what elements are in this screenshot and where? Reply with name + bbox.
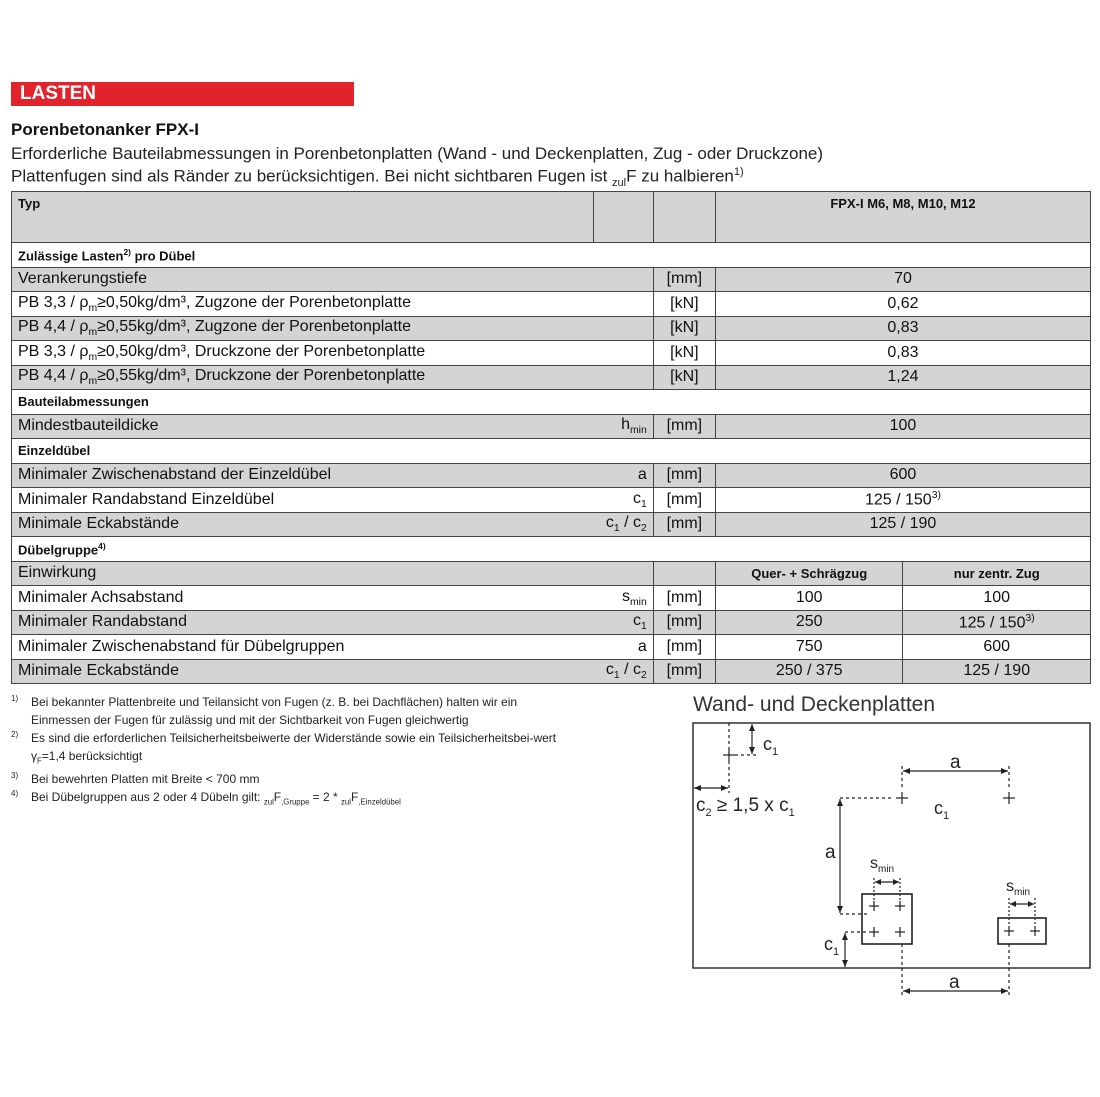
label-c1-top: $c_1$ bbox=[763, 734, 779, 758]
anchor-group-4 bbox=[862, 894, 912, 944]
table-row: Verankerungstiefe [mm] 70 bbox=[12, 267, 1091, 292]
label-a-vertical: a bbox=[825, 842, 836, 863]
anchor-single bbox=[896, 792, 908, 804]
section-banner: LASTEN bbox=[11, 82, 354, 106]
anchor-single bbox=[1003, 792, 1015, 804]
footnote: 1) Bei bekannter Plattenbreite und Teilansicht von Fugen (z. B. bei Dachflächen) halten wir ein Einmessen der Fugen für zulässig und mit der Sichtbarkeit von Fugen gleichwertig bbox=[11, 694, 518, 727]
subtitle-line-2: Plattenfugen sind als Ränder zu berücksichtigen. Bei nicht sichtbaren Fugen ist $_{zul}$F zu halbieren$^{1)}$ bbox=[11, 166, 744, 190]
table-row: Minimaler Randabstand Einzeldübel $c_1$ [mm] 125 / 150$^{3)}$ bbox=[12, 488, 1091, 513]
anchor-in-group bbox=[895, 901, 905, 911]
label-c1-bottom: $c_1$ bbox=[824, 934, 840, 958]
table-row: Minimaler Zwischenabstand für Dübelgruppen a [mm] 750 600 bbox=[12, 635, 1091, 660]
label-smin-group: $s_{min}$ bbox=[870, 855, 895, 875]
section-row-bauteil: Bauteilabmessungen bbox=[12, 390, 1091, 415]
footnotes bbox=[11, 693, 571, 812]
label-c1-mid: $c_1$ bbox=[934, 798, 950, 822]
table-row: Minimaler Achsabstand $s_{min}$ [mm] 100 100 bbox=[12, 586, 1091, 611]
diagram-title: Wand- und Deckenplatten bbox=[693, 693, 936, 716]
table-row: Minimaler Zwischenabstand der Einzeldübel a [mm] 600 bbox=[12, 463, 1091, 488]
footnote: 2) Es sind die erforderlichen Teilsicherheitsbeiwerte der Widerstände sowie ein Teilsicherheitsbei-wert $\gamma_F=1,4$ berücksichtigt bbox=[11, 730, 557, 766]
subtitle-line-1: Erforderliche Bauteilabmessungen in Porenbetonplatten (Wand - und Deckenplatten, Zug - oder Druckzone) bbox=[11, 144, 824, 163]
label-smin-pair: $s_{min}$ bbox=[1006, 878, 1031, 898]
footnote: 4) Bei Dübelgruppen aus 2 oder 4 Dübeln gilt: $_{zul}F_{,Gruppe} = 2 * _{zul}F_{,Einzeldübel}$ bbox=[11, 789, 401, 807]
section-row-lasten: Zulässige Lasten$^{2)}$ pro Dübel bbox=[12, 243, 1091, 268]
anchor-in-group bbox=[1030, 926, 1040, 936]
table-header-row bbox=[12, 192, 1091, 243]
anchor-single-corner bbox=[723, 749, 735, 761]
label-a-bottom: a bbox=[949, 972, 960, 993]
table-row: PB $4,4 / \rho_m\ge 0,55kg$/dm³, Zugzone der Porenbetonplatte [kN] 0,83 bbox=[12, 316, 1091, 341]
footnote: 3) Bei bewehrten Platten mit Breite < 700 mm bbox=[11, 771, 260, 787]
label-c2-formula: $c_2 \ge 1,5$ x $c_1$ bbox=[696, 795, 795, 819]
anchor-spacing-diagram bbox=[690, 718, 1095, 1003]
table-row: PB $3,3 / \rho_m\ge 0,50kg$/dm³, Zugzone der Porenbetonplatte [kN] 0,62 bbox=[12, 292, 1091, 317]
table-row: Minimale Eckabstände $c_1 / c_2$ [mm] 125 / 190 bbox=[12, 512, 1091, 537]
typ-value: FPX-I M6, M8, M10, M12 bbox=[715, 192, 1090, 243]
anchor-in-group bbox=[869, 927, 879, 937]
typ-label: Typ bbox=[12, 192, 594, 243]
table-row: PB $4,4 / \rho_m\ge 0,55kg$/dm³, Druckzone der Porenbetonplatte [kN] 1,24 bbox=[12, 365, 1091, 390]
label-a-top: a bbox=[950, 752, 961, 773]
section-row-einzel: Einzeldübel bbox=[12, 439, 1091, 464]
table-row: Mindestbauteildicke $h_{min}$ [mm] 100 bbox=[12, 414, 1091, 439]
anchor-in-group bbox=[869, 901, 879, 911]
table-row: Minimaler Randabstand $c_1$ [mm] 250 125 / 150$^{3)}$ bbox=[12, 610, 1091, 635]
dimensions-table bbox=[11, 191, 1091, 684]
table-row: Minimale Eckabstände $c_1 / c_2$ [mm] 250 / 375 125 / 190 bbox=[12, 659, 1091, 684]
anchor-in-group bbox=[895, 927, 905, 937]
section-row-gruppe: Dübelgruppe$^{4)}$ bbox=[12, 537, 1091, 562]
anchor-in-group bbox=[1004, 926, 1014, 936]
table-row: Einwirkung Quer- + Schrägzug nur zentr. Zug bbox=[12, 561, 1091, 586]
page-title: Porenbetonanker FPX-I bbox=[11, 120, 199, 139]
table-row: PB $3,3 / \rho_m\ge 0,50kg$/dm³, Druckzone der Porenbetonplatte [kN] 0,83 bbox=[12, 341, 1091, 366]
